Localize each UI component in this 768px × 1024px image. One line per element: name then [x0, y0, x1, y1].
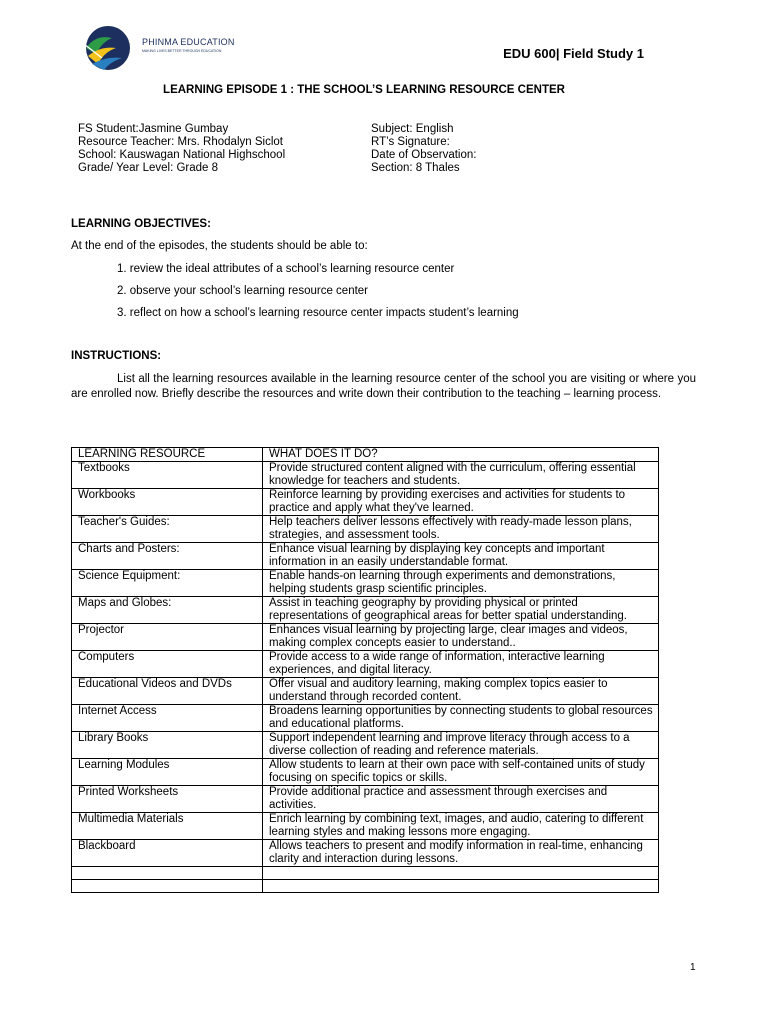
resource-name: Multimedia Materials [72, 813, 263, 840]
table-header-row [72, 448, 659, 462]
table-row [72, 705, 659, 732]
table-row [72, 813, 659, 840]
resource-name: Library Books [72, 732, 263, 759]
fs-student: FS Student:Jasmine Gumbay [78, 123, 229, 135]
table-row [72, 570, 659, 597]
logo-tagline: MAKING LIVES BETTER THROUGH EDUCATION [142, 49, 222, 53]
episode-title: LEARNING EPISODE 1 : THE SCHOOL’S LEARNING RESOURCE CENTER [163, 84, 565, 96]
table-row [72, 516, 659, 543]
resource-description: Offer visual and auditory learning, making complex topics easier to understand through recorded content. [263, 678, 659, 705]
school: School: Kauswagan National Highschool [78, 149, 286, 161]
page-number: 1 [690, 962, 696, 973]
resource-description: Enhances visual learning by projecting large, clear images and videos, making complex concepts easier to understand.. [263, 624, 659, 651]
resource-description: Enable hands-on learning through experiments and demonstrations, helping students grasp scientific principles. [263, 570, 659, 597]
resource-name: Charts and Posters: [72, 543, 263, 570]
grade-level: Grade/ Year Level: Grade 8 [78, 162, 219, 174]
table-row [72, 678, 659, 705]
resource-description [263, 880, 659, 893]
resource-name: Internet Access [72, 705, 263, 732]
table-row [72, 732, 659, 759]
table-row [72, 462, 659, 489]
resource-description: Enrich learning by combining text, images, and audio, catering to different learning styles and making lessons more engaging. [263, 813, 659, 840]
table-row [72, 597, 659, 624]
resource-name: Projector [72, 624, 263, 651]
logo-name: PHINMA EDUCATION [142, 37, 235, 47]
objective-item: 3. reflect on how a school’s learning resource center impacts student’s learning [117, 307, 519, 319]
resources-table [71, 447, 659, 893]
instructions-text: List all the learning resources available in the learning resource center of the school you are visiting or where you are enrolled now. Briefly describe the resources and write down their contribution to the teaching – learning process. [71, 373, 696, 400]
phinma-logo-icon [82, 24, 138, 72]
resource-description: Provide additional practice and assessment through exercises and activities. [263, 786, 659, 813]
resource-name [72, 867, 263, 880]
info-right [371, 123, 476, 175]
objectives-intro: At the end of the episodes, the students should be able to: [71, 240, 368, 252]
resource-name: Teacher's Guides: [72, 516, 263, 543]
course-title: EDU 600| Field Study 1 [503, 46, 644, 61]
resource-description: Help teachers deliver lessons effectively with ready-made lesson plans, strategies, and assessment tools. [263, 516, 659, 543]
resource-name: Computers [72, 651, 263, 678]
resource-teacher: Resource Teacher: Mrs. Rhodalyn Siclot [78, 136, 283, 148]
table-row [72, 759, 659, 786]
resource-description: Allows teachers to present and modify information in real-time, enhancing clarity and interaction during lessons. [263, 840, 659, 867]
column-header: LEARNING RESOURCE [72, 448, 263, 462]
table-row-empty [72, 880, 659, 893]
table-row [72, 651, 659, 678]
subject: Subject: English [371, 123, 454, 135]
resource-description: Support independent learning and improve literacy through access to a diverse collection of reading and reference materials. [263, 732, 659, 759]
section: Section: 8 Thales [371, 162, 460, 174]
resource-name: Maps and Globes: [72, 597, 263, 624]
table-row [72, 489, 659, 516]
table-row [72, 624, 659, 651]
resource-name [72, 880, 263, 893]
resource-description: Provide access to a wide range of information, interactive learning experiences, and digital literacy. [263, 651, 659, 678]
instructions-heading: INSTRUCTIONS: [71, 350, 162, 362]
resource-name: Blackboard [72, 840, 263, 867]
resource-name: Workbooks [72, 489, 263, 516]
resource-description: Assist in teaching geography by providing physical or printed representations of geographical areas for better spatial understanding. [263, 597, 659, 624]
objective-item: 1. review the ideal attributes of a school’s learning resource center [117, 263, 455, 275]
resource-description: Enhance visual learning by displaying key concepts and important information in an easily understandable format. [263, 543, 659, 570]
objective-item: 2. observe your school’s learning resource center [117, 285, 369, 297]
resource-name: Textbooks [72, 462, 263, 489]
resource-description: Provide structured content aligned with the curriculum, offering essential knowledge for teachers and students. [263, 462, 659, 489]
phinma-logo [82, 24, 242, 70]
table-row [72, 786, 659, 813]
table-row [72, 840, 659, 867]
resource-description: Reinforce learning by providing exercises and activities for students to practice and apply what they've learned. [263, 489, 659, 516]
resource-description: Broadens learning opportunities by connecting students to global resources and educational platforms. [263, 705, 659, 732]
resource-name: Learning Modules [72, 759, 263, 786]
resource-description [263, 867, 659, 880]
table-row-empty [72, 867, 659, 880]
resource-name: Printed Worksheets [72, 786, 263, 813]
column-header: WHAT DOES IT DO? [263, 448, 659, 462]
resource-name: Science Equipment: [72, 570, 263, 597]
resource-description: Allow students to learn at their own pace with self-contained units of study focusing on specific topics or skills. [263, 759, 659, 786]
rt-signature: RT’s Signature: [371, 136, 450, 148]
info-left [78, 123, 285, 175]
table-row [72, 543, 659, 570]
objectives-heading: LEARNING OBJECTIVES: [71, 218, 211, 230]
date-of-observation: Date of Observation: [371, 149, 477, 161]
resource-name: Educational Videos and DVDs [72, 678, 263, 705]
